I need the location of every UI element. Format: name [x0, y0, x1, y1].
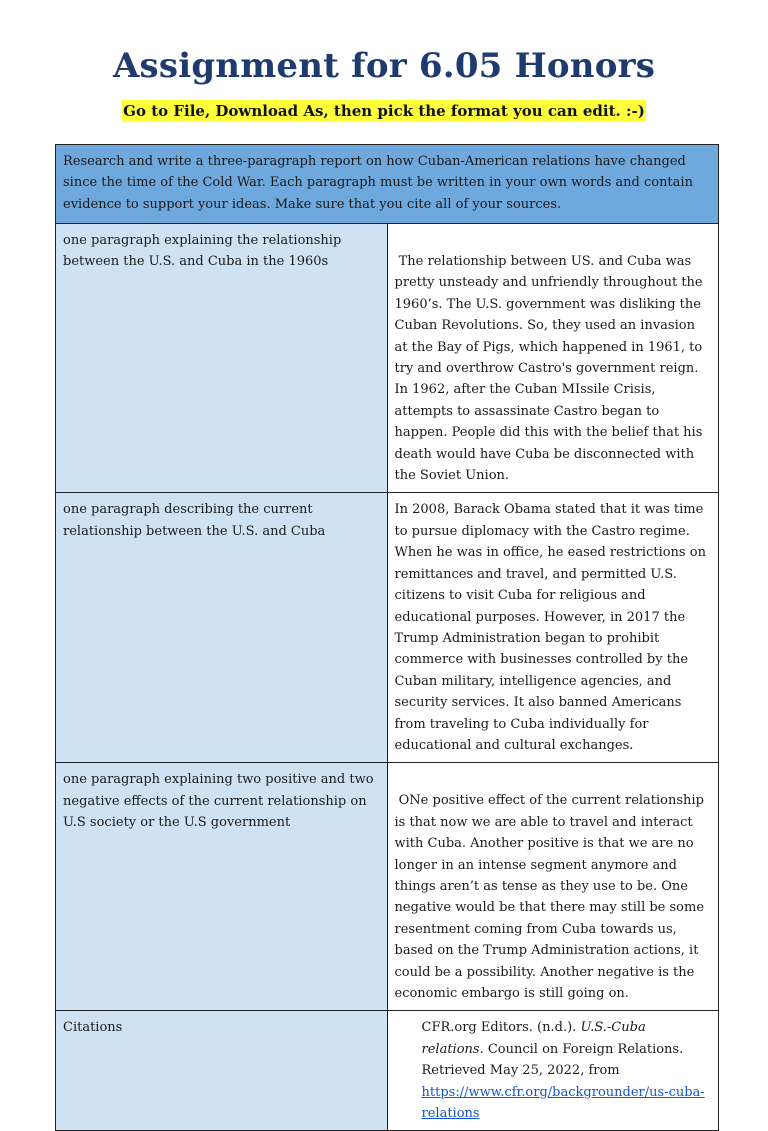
label-cell [56, 493, 388, 763]
intro-cell [56, 145, 719, 224]
content-cell[interactable] [387, 493, 719, 763]
table-row [56, 493, 719, 763]
instruction-text: Go to File, Download As, then pick the format you can edit. :-) [123, 102, 645, 120]
instruction-banner [0, 100, 768, 122]
label-cell [56, 763, 388, 1011]
citations-label: Citations [63, 1020, 123, 1036]
label-cell [56, 1011, 388, 1131]
table-row [56, 224, 719, 493]
row-content: The relationship between US. and Cuba was pretty unsteady and unfriendly throughout the 1960’s. The U.S. government was disliking the Cuban Revolutions. So, they used an invasion at the Bay of Pigs, which happened in 1961, to try and overthrow Castro's government reign. In 1962, after the Cuban MIssile Crisis, attempts to assassinate Castro began to happen. People did this with the belief that his death would have Cuba be disconnected with the Soviet Union. [394, 254, 707, 484]
citation-publisher: Council on Foreign Relations. Retrieved May 25, 2022, from [421, 1041, 684, 1079]
intro-text: Research and write a three-paragraph report on how Cuban-American relations have changed since the time of the Cold War. Each paragraph must be written in your own words and contain evidence to support your ideas. Make sure that you cite all of your sources. [63, 154, 693, 212]
row-label: one paragraph describing the current relationship between the U.S. and Cuba [63, 502, 326, 539]
citation-author: CFR.org Editors. (n.d.). [421, 1020, 577, 1036]
table-row [56, 763, 719, 1011]
content-cell[interactable] [387, 763, 719, 1011]
row-content: ONe positive effect of the current relationship is that now we are able to travel and interact with Cuba. Another positive is that we are no longer in an intense segment anymore and things aren’t as tense as they use to be. One negative would be that there may still be some resentment coming from Cuba towards us, based on the Trump Administration actions, it could be a possibility. Another negative is the economic embargo is still going on. [394, 793, 709, 1001]
content-cell[interactable] [387, 224, 719, 493]
citation-cell [387, 1011, 719, 1131]
assignment-table [55, 144, 719, 1131]
citation-link[interactable]: https://www.cfr.org/backgrounder/us-cuba-relations [421, 1084, 705, 1122]
row-content: In 2008, Barack Obama stated that it was time to pursue diplomacy with the Castro regime. When he was in office, he eased restrictions on remittances and travel, and permitted U.S. citizens to visit Cuba for religious and educational purposes. However, in 2017 the Trump Administration began to prohibit commerce with businesses controlled by the Cuban military, intelligence agencies, and security services. It also banned Americans from traveling to Cuba individually for educational and cultural exchanges. [394, 502, 706, 753]
label-cell [56, 224, 388, 493]
citation-work: U.S.-Cuba relations. [421, 1020, 646, 1057]
table-row [56, 1011, 719, 1131]
row-label: one paragraph explaining the relationship between the U.S. and Cuba in the 1960s [63, 233, 342, 270]
page-title: Assignment for 6.05 Honors [112, 46, 656, 86]
row-label: one paragraph explaining two positive and two negative effects of the current relationship on U.S society or the U.S government [63, 772, 374, 831]
